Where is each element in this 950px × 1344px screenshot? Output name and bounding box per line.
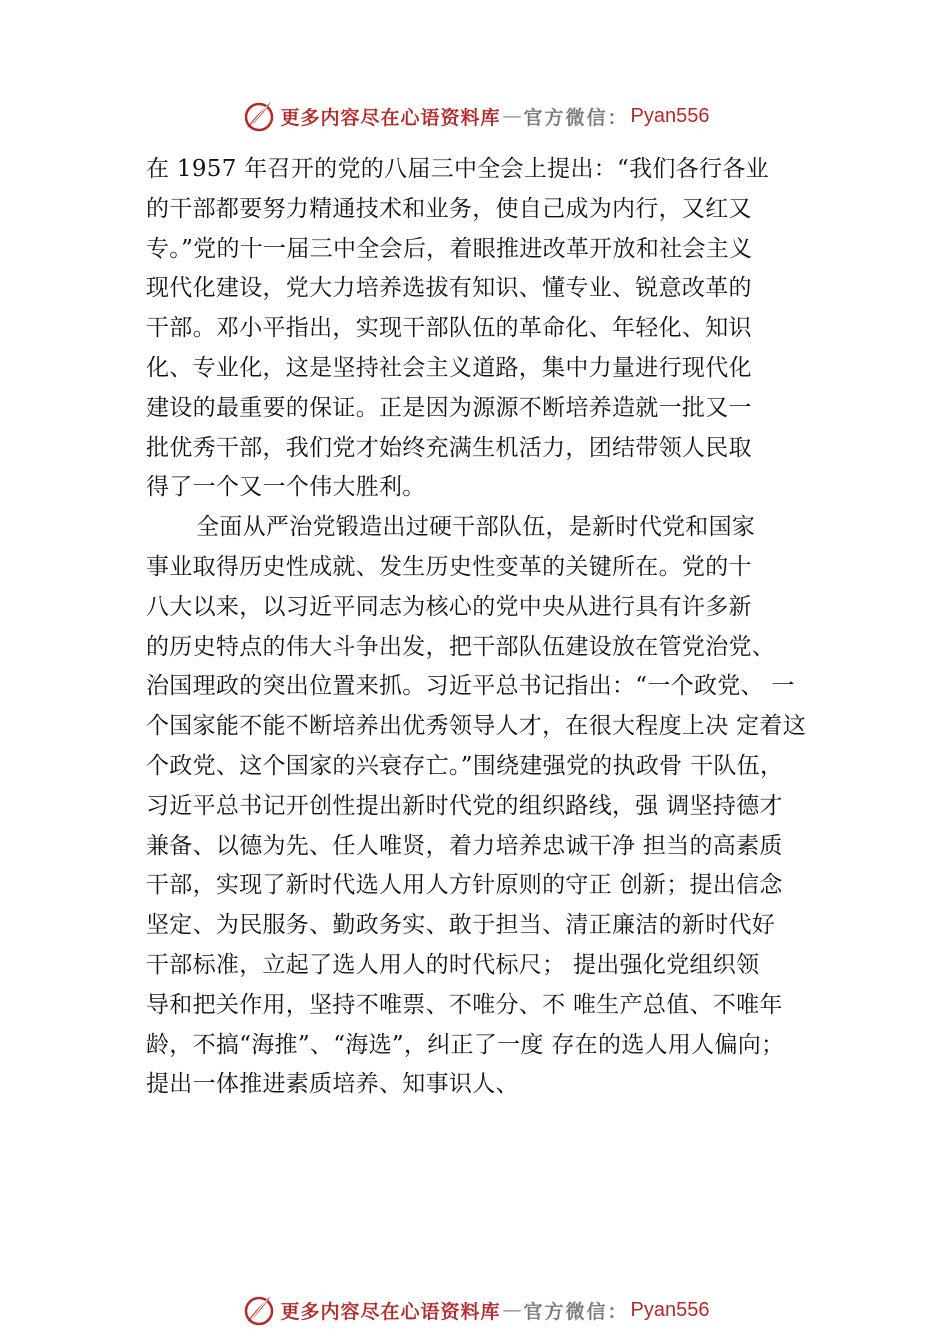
body-line: 的干部都要努力精通技术和业务，使自己成为内行，又红又 (146, 195, 752, 222)
body-line: 干部标准，立起了选人用人的时代标尺； 提出强化党组织领 (146, 951, 760, 978)
body-line: 的历史特点的伟大斗争出发，把干部队伍建设放在管党治党、 (146, 633, 776, 660)
body-line: 在 1957 年召开的党的八届三中全会上提出：“我们各行各业 (146, 156, 769, 182)
body-line: 建设的最重要的保证。正是因为源源不断培养造就一批又一 (146, 394, 752, 421)
body-line: 批优秀干部，我们党才始终充满生机活力，团结带领人民取 (146, 434, 752, 461)
body-line: 个政党、这个国家的兴衰存亡。”围绕建强党的执政骨 干队伍， (146, 752, 784, 779)
body-line: 坚定、为民服务、勤政务实、敢于担当、清正廉洁的新时代好 (146, 912, 776, 939)
watermark-dash: — (502, 105, 522, 127)
body-line: 提出一体推进素质培养、知事识人、 (146, 1071, 519, 1098)
watermark-dash: — (502, 1299, 522, 1321)
header-watermark (0, 96, 950, 136)
watermark-wechat-label: 官方微信： (523, 106, 629, 129)
body-line: 得了一个又一个伟大胜利。 (146, 474, 426, 501)
body-line: 专。”党的十一届三中全会后，着眼推进改革开放和社会主义 (146, 235, 753, 262)
quill-logo-icon (241, 1292, 277, 1328)
body-line: 干部，实现了新时代选人用人方针原则的守正 创新；提出信念 (146, 872, 783, 899)
body-line: 兼备、以德为先、任人唯贤，着力培养忠诚干净 担当的高素质 (146, 832, 783, 859)
body-line: 治国理政的突出位置来抓。习近平总书记指出：“一个政党、 一 (146, 673, 795, 700)
watermark-wechat-label: 官方微信： (523, 1300, 629, 1323)
body-line: 现代化建设，党大力培养选拔有知识、懂专业、锐意改革的 (146, 275, 752, 302)
watermark-wechat-id: Pyan556 (630, 104, 710, 127)
body-line: 干部。邓小平指出，实现干部队伍的革命化、年轻化、知识 (146, 315, 752, 342)
body-line: 化、专业化，这是坚持社会主义道路，集中力量进行现代化 (146, 354, 752, 381)
body-line: 龄，不搞“海推”、“海选”，纠正了一度 存在的选人用人偏向； (146, 1031, 785, 1058)
watermark-text: 更多内容尽在心语资料库 (280, 1300, 501, 1323)
paragraph-first-line: 全面从严治党锻造出过硬干部队伍，是新时代党和国家 (196, 514, 756, 541)
body-line: 习近平总书记开创性提出新时代党的组织路线，强 调坚持德才 (146, 792, 783, 819)
body-line: 导和把关作用，坚持不唯票、不唯分、不 唯生产总值、不唯年 (146, 991, 783, 1018)
body-line: 个国家能不能不断培养出优秀领导人才，在很大程度上决 定着这 (146, 713, 807, 740)
watermark-wechat-id: Pyan556 (630, 1298, 710, 1321)
body-line: 事业取得历史性成就、发生历史性变革的关键所在。党的十 (146, 553, 752, 580)
watermark-text: 更多内容尽在心语资料库 (280, 106, 501, 129)
footer-watermark (0, 1290, 950, 1330)
quill-logo-icon (241, 98, 277, 134)
body-line: 八大以来，以习近平同志为核心的党中央从进行具有许多新 (146, 593, 752, 620)
document-body (146, 150, 826, 1105)
